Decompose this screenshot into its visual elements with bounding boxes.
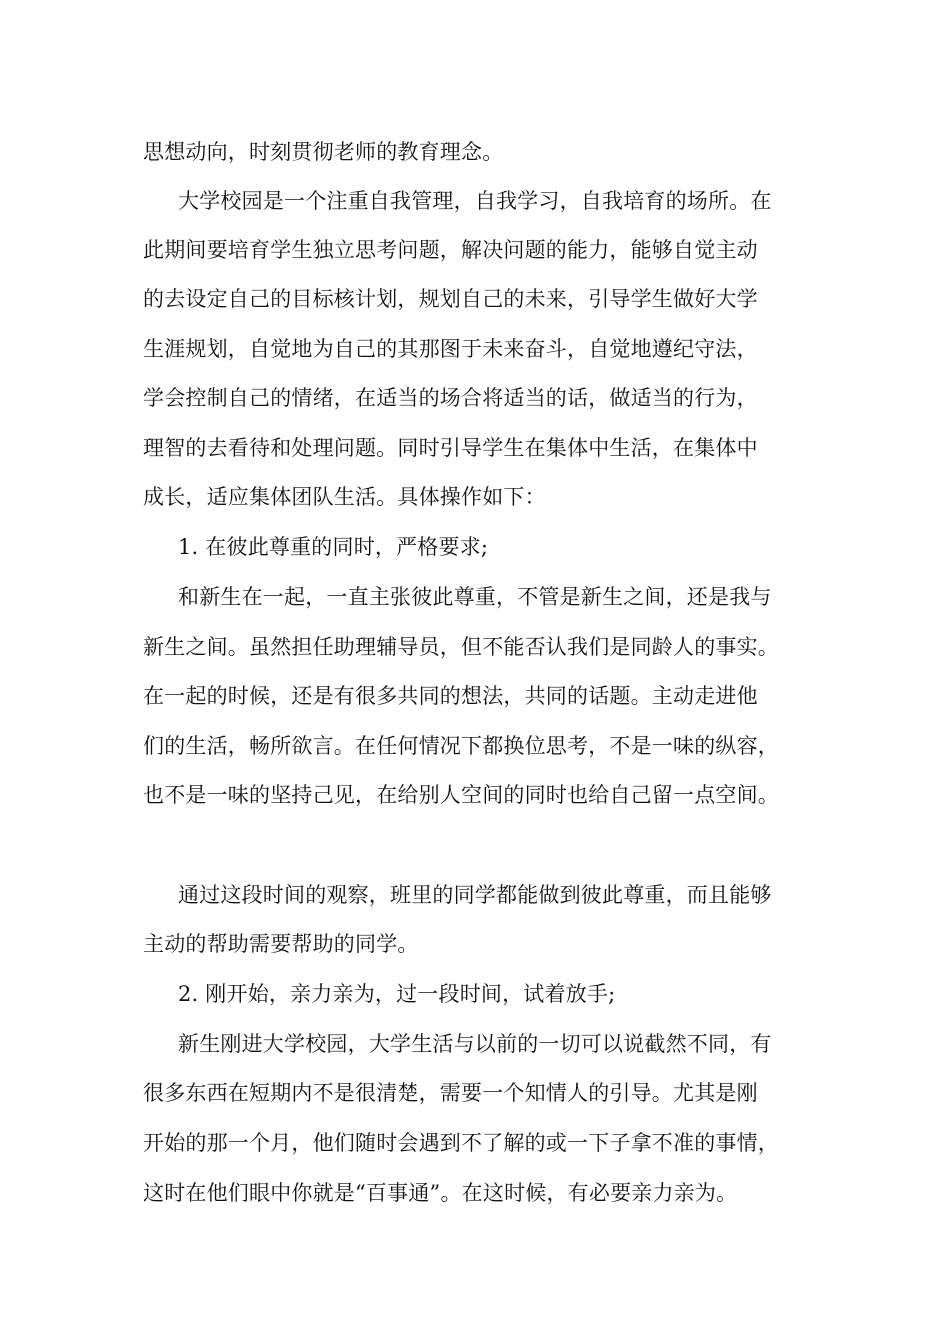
text-line: 的去设定自己的目标核计划，规划自己的未来，引导学生做好大学 bbox=[143, 287, 758, 311]
text-line: 们的生活，畅所欲言。在任何情况下都换位思考，不是一味的纵容， bbox=[143, 734, 779, 758]
list-heading-1: 1. 在彼此尊重的同时，严格要求; bbox=[178, 535, 489, 559]
text-line: 学会控制自己的情绪，在适当的场合将适当的话，做适当的行为， bbox=[143, 386, 758, 410]
text-line: 在一起的时候，还是有很多共同的想法，共同的话题。主动走进他 bbox=[143, 684, 758, 708]
paragraph-line: 和新生在一起，一直主张彼此尊重，不管是新生之间，还是我与 bbox=[178, 585, 772, 609]
text-line: 此期间要培育学生独立思考问题，解决问题的能力，能够自觉主动 bbox=[143, 238, 758, 262]
text-line: 理智的去看待和处理问题。同时引导学生在集体中生活，在集体中 bbox=[143, 436, 758, 460]
text-line: 主动的帮助需要帮助的同学。 bbox=[143, 932, 419, 956]
text-line: 新生之间。虽然担任助理辅导员，但不能否认我们是同龄人的事实。 bbox=[143, 635, 779, 659]
text-line: 生涯规划，自觉地为自己的其那图于未来奋斗，自觉地遵纪守法， bbox=[143, 337, 758, 361]
text-line: 也不是一味的坚持己见，在给别人空间的同时也给自己留一点空间。 bbox=[143, 783, 779, 807]
paragraph-line: 大学校园是一个注重自我管理，自我学习，自我培育的场所。在 bbox=[178, 189, 772, 213]
text-line: 开始的那一个月，他们随时会遇到不了解的或一下子拿不准的事情， bbox=[143, 1131, 779, 1155]
text-line: 成长，适应集体团队生活。具体操作如下： bbox=[143, 485, 546, 509]
list-heading-2: 2. 刚开始，亲力亲为，过一段时间，试着放手; bbox=[178, 982, 616, 1006]
paragraph-line: 通过这段时间的观察，班里的同学都能做到彼此尊重，而且能够 bbox=[178, 883, 772, 907]
text-line: 很多东西在短期内不是很清楚，需要一个知情人的引导。尤其是刚 bbox=[143, 1081, 758, 1105]
paragraph-line: 新生刚进大学校园，大学生活与以前的一切可以说截然不同，有 bbox=[178, 1032, 772, 1056]
text-line: 思想动向，时刻贯彻老师的教育理念。 bbox=[143, 140, 504, 164]
text-line: 这时在他们眼中你就是“百事通”。在这时候，有必要亲力亲为。 bbox=[143, 1181, 738, 1205]
